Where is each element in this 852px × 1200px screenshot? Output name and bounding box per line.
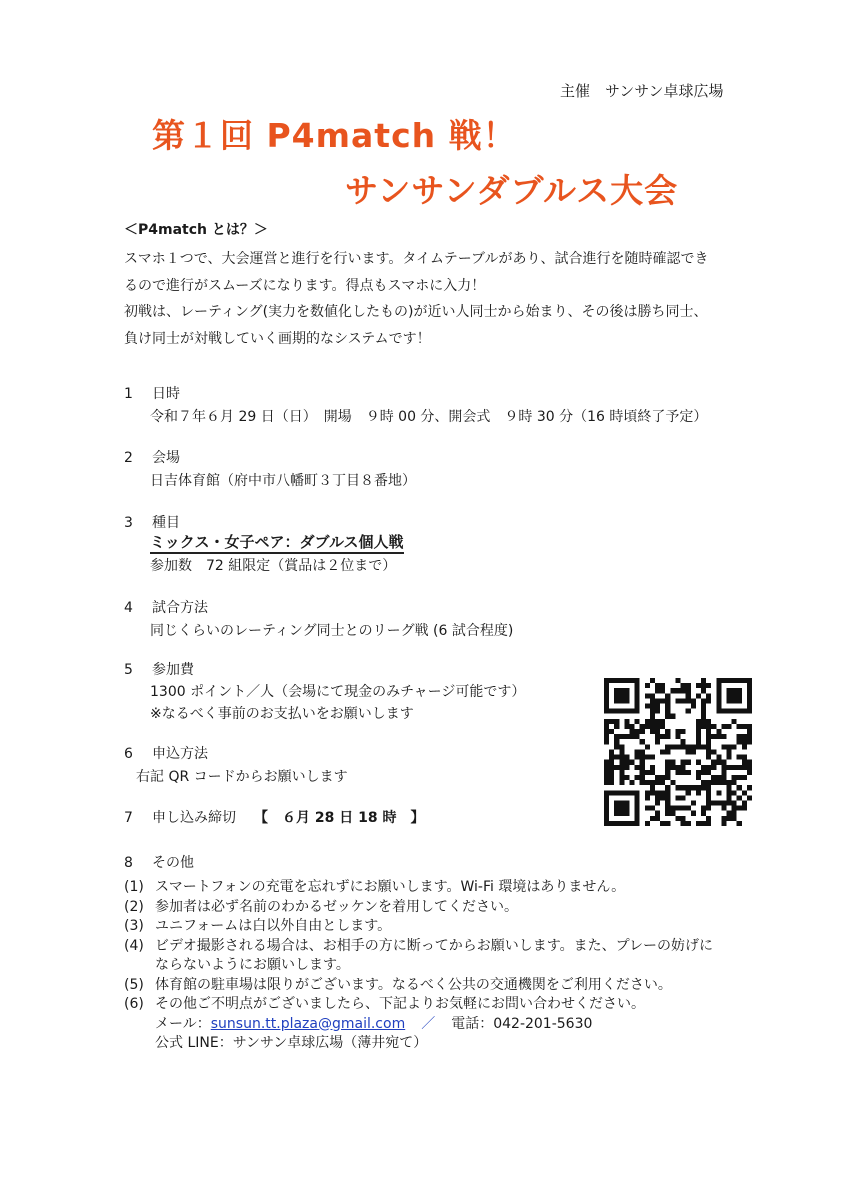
- list-item: [124, 995, 713, 1015]
- item-index: (4): [124, 937, 144, 954]
- list-item: [124, 898, 713, 918]
- list-item: [124, 878, 713, 898]
- section-number: 4: [124, 600, 133, 616]
- section-4-text: 同じくらいのレーティング同士とのリーグ戦 (6 試合程度): [150, 623, 514, 639]
- section-title: 申し込み締切: [152, 810, 236, 826]
- section-number: 5: [124, 662, 133, 678]
- section-3-heading: [124, 512, 180, 532]
- contact-line-row: [124, 1034, 713, 1054]
- item-index: (5): [124, 976, 144, 993]
- item-text: 体育館の駐車場は限りがございます。なるべく公共の交通機関をご利用ください。: [155, 976, 672, 993]
- section-number: 6: [124, 746, 133, 762]
- item-text: 参加者は必ず名前のわかるゼッケンを着用してください。: [155, 898, 519, 915]
- title-line-1: 第１回 P4match 戦！: [152, 116, 517, 155]
- item-text: ユニフォームは白以外自由とします。: [155, 918, 392, 934]
- section-6-text: 右記 QR コードからお願いします: [136, 769, 348, 785]
- section-number: 2: [124, 450, 133, 466]
- section-number: 8: [124, 855, 133, 871]
- email-link[interactable]: sunsun.tt.plaza@gmail.com: [210, 1015, 406, 1032]
- title-line-2: サンサンダブルス大会: [345, 171, 679, 210]
- list-item: [124, 917, 713, 937]
- tel-text: 電話：042-201-5630: [451, 1015, 593, 1032]
- section-title: 日時: [152, 386, 180, 402]
- line-contact-text: 公式 LINE：サンサン卓球広場（薄井宛て）: [155, 1035, 428, 1051]
- section-5-heading: [124, 659, 194, 679]
- section-1-text: 令和７年６月 29 日（日） 開場 ９時 00 分、開会式 ９時 30 分（16 時頃終了予定）: [150, 409, 708, 425]
- item-index: (2): [124, 898, 144, 915]
- contact-mail-row: [124, 1015, 713, 1035]
- intro-line: るので進行がスムーズになります。得点もスマホに入力！: [124, 277, 486, 294]
- section-2-text: 日吉体育館（府中市八幡町３丁目８番地）: [150, 473, 416, 489]
- section-number: 7: [124, 810, 133, 826]
- section-title: 会場: [152, 450, 180, 466]
- section-title: 参加費: [152, 662, 194, 678]
- section-5-text-2: ※なるべく事前のお支払いをお願いします: [150, 706, 414, 722]
- deadline-text: 【 ６月 28 日 18 時 】: [254, 810, 425, 826]
- intro-paragraph: [124, 246, 709, 352]
- item-index: (1): [124, 879, 144, 895]
- item-index: (6): [124, 996, 144, 1012]
- item-index: (3): [124, 918, 144, 934]
- intro-line: スマホ１つで、大会運営と進行を行います。タイムテーブルがあり、試合進行を随時確認でき: [124, 251, 709, 267]
- intro-heading: ＜P4match とは？＞: [124, 222, 268, 238]
- intro-line: 初戦は、レーティング(実力を数値化したもの)が近い人同士から始まり、その後は勝ち同士、: [124, 304, 708, 320]
- section-number: 1: [124, 386, 133, 402]
- event-name: ミックス・女子ペア：ダブルス個人戦: [150, 533, 404, 554]
- item-text: ならないようにお願いします。: [155, 957, 350, 973]
- section-title: 申込方法: [152, 746, 208, 762]
- section-title: 種目: [152, 515, 180, 531]
- section-3-text: 参加数 72 組限定（賞品は２位まで）: [150, 558, 397, 574]
- section-title: その他: [152, 855, 194, 871]
- others-list: [124, 878, 713, 1054]
- section-number: 3: [124, 515, 133, 531]
- separator: ／: [421, 1015, 436, 1032]
- item-text: その他ご不明点がございましたら、下記よりお気軽にお問い合わせください。: [155, 996, 645, 1012]
- section-2-heading: [124, 447, 180, 467]
- item-text: ビデオ撮影される場合は、お相手の方に断ってからお願いします。また、プレーの妨げに: [155, 937, 714, 954]
- section-4-heading: [124, 597, 208, 617]
- section-title: 試合方法: [152, 600, 208, 616]
- item-text: スマートフォンの充電を忘れずにお願いします。Wi-Fi 環境はありません。: [155, 879, 626, 895]
- intro-line: 負け同士が対戦していく画期的なシステムです！: [124, 330, 431, 347]
- list-item-continuation: [124, 956, 713, 976]
- section-1-heading: [124, 383, 180, 403]
- section-7-heading: [124, 807, 424, 827]
- section-6-heading: [124, 743, 208, 763]
- mail-label: メール：: [155, 1015, 211, 1032]
- section-5-text-1: 1300 ポイント／人（会場にて現金のみチャージ可能です）: [150, 684, 526, 700]
- section-3-event: [150, 531, 404, 552]
- organizer-text: 主催 サンサン卓球広場: [560, 82, 724, 100]
- section-8-heading: [124, 852, 194, 872]
- list-item: [124, 937, 713, 957]
- qr-code-icon[interactable]: [604, 678, 752, 826]
- list-item: [124, 976, 713, 996]
